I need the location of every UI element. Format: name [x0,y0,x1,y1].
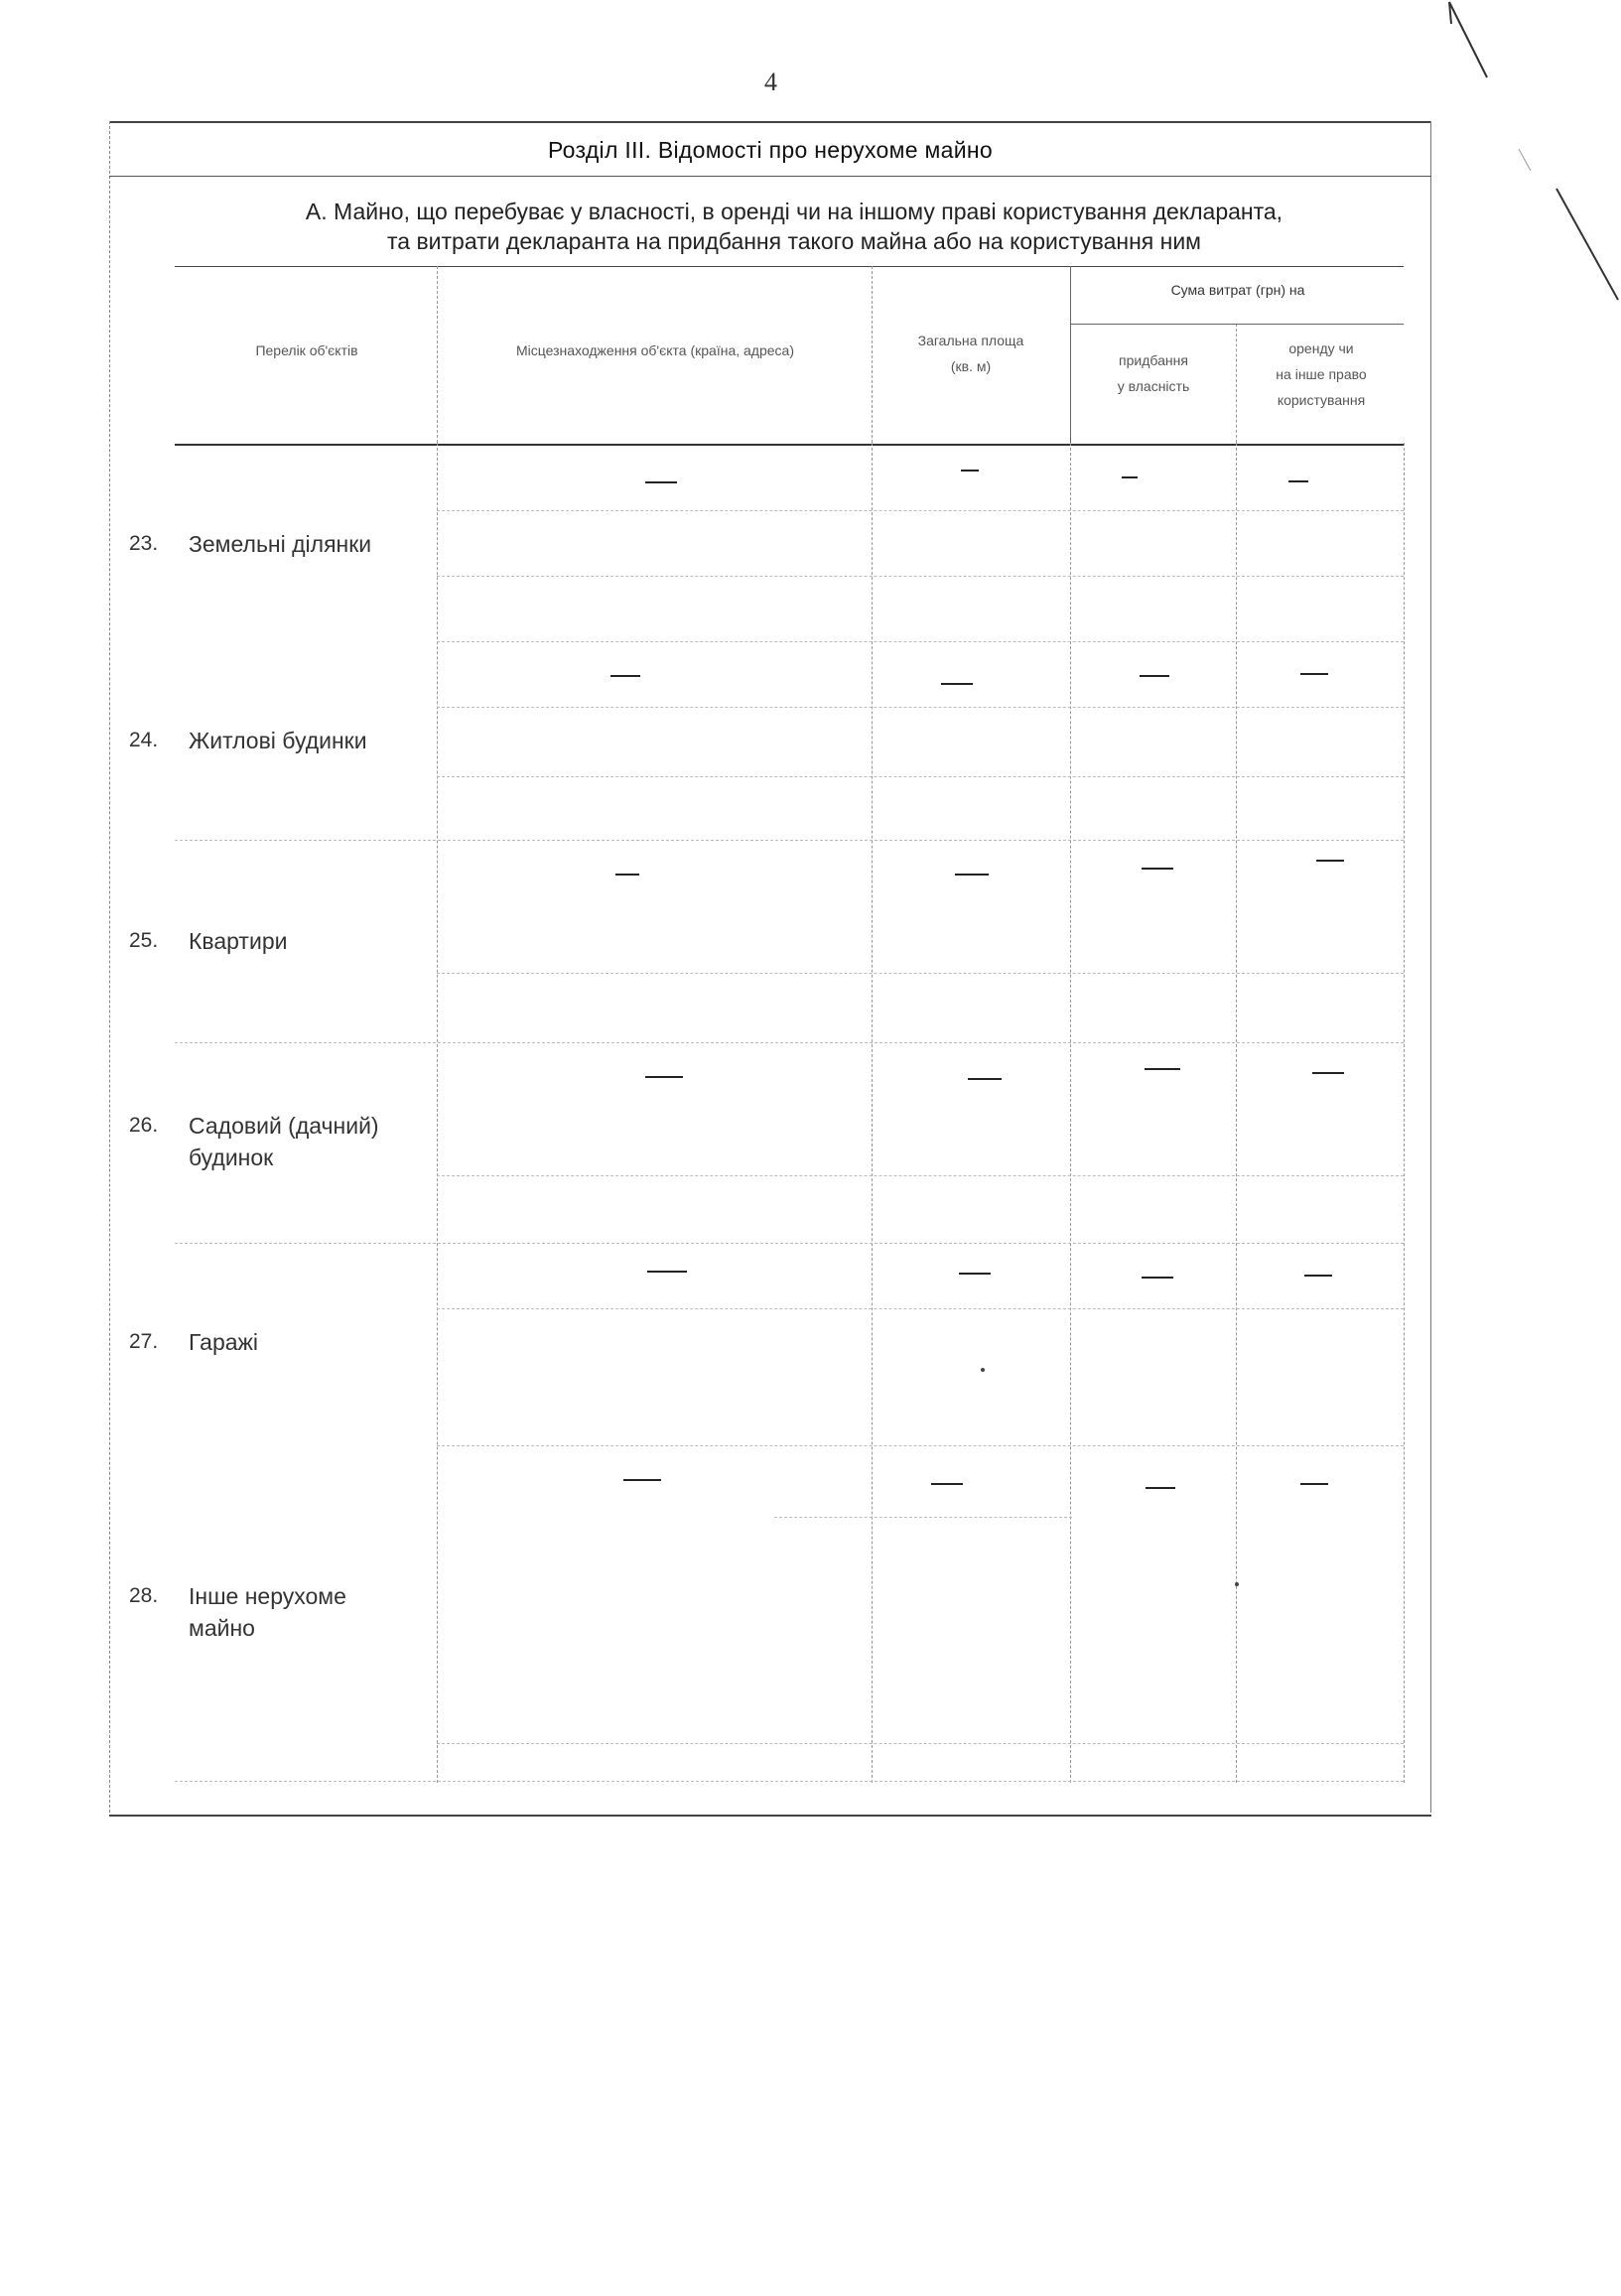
row-rule [437,1743,1404,1744]
empty-dash [941,683,973,685]
row-rule [437,707,1404,708]
row-rule [175,1042,1404,1043]
empty-dash [1288,480,1308,482]
header-purchase [1072,347,1235,399]
row-rule [437,1175,1404,1176]
empty-dash [959,1273,991,1275]
section-divider [109,176,1431,177]
section-title: Розділ III. Відомості про нерухоме майно [548,137,993,163]
row-number: 25. [129,929,159,952]
scan-speck [1235,1582,1239,1586]
subsection-title [179,197,1410,256]
empty-dash [961,470,979,472]
header-expenses-group: Сума витрат (грн) на [1170,282,1305,298]
empty-dash [615,874,639,876]
empty-dash [623,1479,661,1481]
row-number: 23. [129,532,159,555]
subsection-title-line-1: А. Майно, що перебуває у власності, в оренді чи на іншому праві користування декларанта, [305,199,1283,224]
header-divider-4 [1236,324,1237,443]
empty-dash [1300,1483,1328,1485]
empty-dash [1145,1068,1180,1070]
frame-left-border [109,121,110,1813]
scan-speck [981,1368,985,1372]
pen-stroke-mark [1447,0,1621,308]
header-area-line-1: Загальна площа [917,333,1024,348]
empty-dash [1122,476,1138,478]
header-purchase-line-2: у власність [1117,378,1190,394]
header-location: Місцезнаходження об'єкта (країна, адреса) [516,342,794,358]
body-divider-2 [872,443,873,1783]
row-label-garages: Гаражі [189,1329,259,1355]
empty-dash [647,1271,687,1273]
empty-dash [1304,1275,1332,1277]
row-rule [175,840,1404,841]
header-rent [1238,336,1405,413]
header-divider-3 [1070,266,1071,443]
subsection-title-line-2: та витрати декларанта на придбання такого майна або на користування ним [387,228,1201,254]
row-rule [437,776,1404,777]
header-area [874,328,1068,379]
header-area-line-2: (кв. м) [950,358,992,374]
row-rule [437,576,1404,577]
empty-dash [1312,1072,1344,1074]
row-label-other-real-estate-line-2: майно [189,1615,255,1641]
row-rule [437,1308,1404,1309]
empty-dash [1140,675,1169,677]
row-rule [175,1781,1404,1782]
empty-dash [645,481,677,483]
body-divider-3 [1070,443,1071,1783]
empty-dash [1142,1277,1173,1279]
row-rule [437,973,1404,974]
header-rent-line-3: користування [1277,392,1366,408]
row-label-residential-houses: Житлові будинки [189,728,367,753]
row-rule [437,641,1404,642]
row-rule [437,1445,1404,1446]
empty-dash [1146,1487,1175,1489]
empty-dash [1316,860,1344,862]
header-group-rule [1070,324,1404,325]
row-label-apartments: Квартири [189,928,288,954]
frame-right-border [1430,121,1431,1813]
row-label-garden-house: Садовий (дачний) [189,1113,379,1139]
row-label-land-plots: Земельні ділянки [189,531,372,557]
row-number: 27. [129,1330,159,1353]
row-rule [774,1517,1072,1518]
body-divider-1 [437,443,438,1783]
header-rent-line-1: оренду чи [1288,340,1354,356]
body-divider-5 [1404,443,1405,1783]
empty-dash [968,1078,1002,1080]
page-number: 4 [764,68,777,96]
row-number: 26. [129,1114,159,1137]
row-label-other-real-estate: Інше нерухоме [189,1583,346,1609]
row-number: 28. [129,1584,159,1607]
header-divider-1 [437,266,438,443]
header-divider-2 [872,266,873,443]
header-purchase-line-1: придбання [1119,352,1188,368]
empty-dash [955,874,989,876]
row-label-garden-house-line-2: будинок [189,1145,274,1170]
empty-dash [1300,673,1328,675]
row-rule [175,1243,1404,1244]
row-number: 24. [129,729,159,751]
empty-dash [931,1483,963,1485]
row-rule [437,510,1404,511]
empty-dash [645,1076,683,1078]
header-object-list: Перелік об'єктів [255,342,358,358]
empty-dash [610,675,640,677]
empty-dash [1142,868,1173,870]
header-rent-line-2: на інше право [1276,366,1367,382]
